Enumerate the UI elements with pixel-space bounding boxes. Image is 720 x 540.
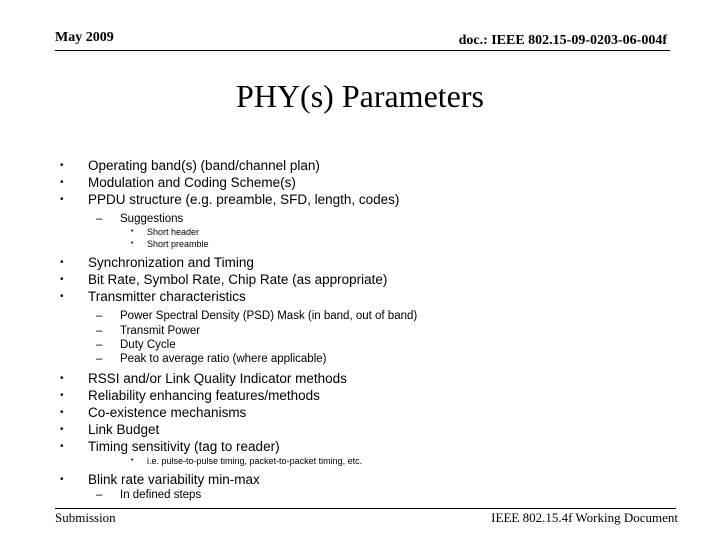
bullet-bit-rate: • Bit Rate, Symbol Rate, Chip Rate (as appropriate) xyxy=(58,271,698,288)
slide-title: PHY(s) Parameters xyxy=(236,78,484,114)
sub-psd-mask: – Power Spectral Density (PSD) Mask (in band, out of band) xyxy=(58,309,698,323)
bullet-rssi: • RSSI and/or Link Quality Indicator methods xyxy=(58,370,698,387)
sub-suggestions: – Suggestions xyxy=(58,212,698,226)
bullet-reliability: • Reliability enhancing features/methods xyxy=(58,387,698,404)
bullet-transmitter: • Transmitter characteristics xyxy=(58,288,698,305)
slide-body xyxy=(58,157,698,503)
sub-defined-steps: – In defined steps xyxy=(58,488,698,502)
header-date: May 2009 xyxy=(55,30,114,45)
subsub-timing-note: • i.e. pulse-to-pulse timing, packet-to-packet timing, etc. xyxy=(58,455,698,467)
header-rule xyxy=(55,50,670,51)
bullet-blink-rate: • Blink rate variability min-max xyxy=(58,471,698,488)
bullet-operating-band: • Operating band(s) (band/channel plan) xyxy=(58,157,698,174)
bullet-link-budget: • Link Budget xyxy=(58,421,698,438)
header-doc-id: doc.: IEEE 802.15-09-0203-06-004f xyxy=(458,33,667,48)
bullet-sync-timing: • Synchronization and Timing xyxy=(58,254,698,271)
bullet-coexistence: • Co-existence mechanisms xyxy=(58,404,698,421)
bullet-ppdu: • PPDU structure (e.g. preamble, SFD, length, codes) xyxy=(58,191,698,208)
sub-peak-average: – Peak to average ratio (where applicable) xyxy=(58,352,698,366)
bullet-modulation: • Modulation and Coding Scheme(s) xyxy=(58,174,698,191)
footer-submission: Submission xyxy=(55,510,116,525)
subsub-short-header: • Short header xyxy=(58,226,698,238)
footer-rule xyxy=(55,508,676,509)
sub-transmit-power: – Transmit Power xyxy=(58,324,698,338)
subsub-short-preamble: • Short preamble xyxy=(58,238,698,250)
bullet-timing-sensitivity: • Timing sensitivity (tag to reader) xyxy=(58,438,698,455)
sub-duty-cycle: – Duty Cycle xyxy=(58,338,698,352)
footer-working-doc: IEEE 802.15.4f Working Document xyxy=(491,510,678,525)
